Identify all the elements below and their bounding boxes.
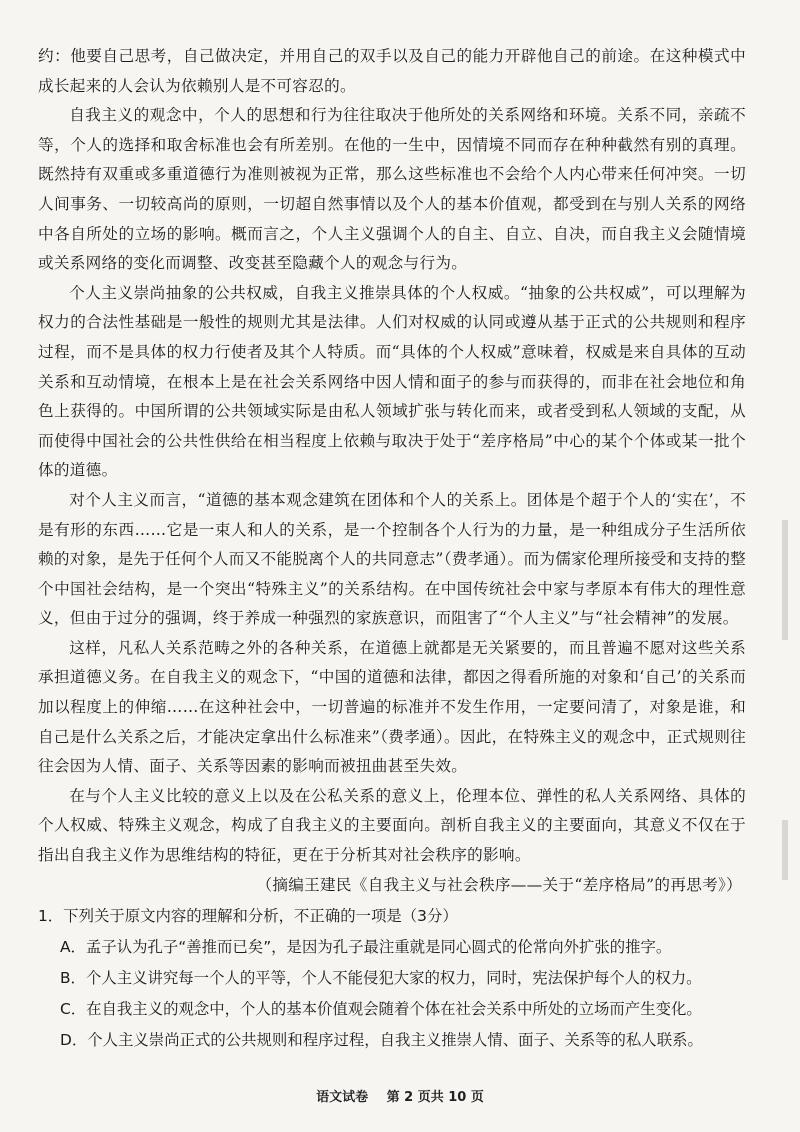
exam-page	[38, 42, 746, 1056]
option-a[interactable]: A．孟子认为孔子“善推而已矣”，是因为孔子最注重就是同心圆式的伦常向外扩张的推字。	[60, 938, 672, 957]
footer-subject: 语文试卷	[316, 1090, 369, 1105]
passage-paragraph-5: 这样，凡私人关系范畴之外的各种关系，在道德上就都是无关紧要的，而且普遍不愿对这些关系承担道德义务。在自我主义的观念下，“中国的道德和法律，都因之得看所施的对象和‘自己’的关系而加以程度上的伸缩……在这种社会中，一切普遍的标准并不发生作用，一定要问清了，对象是谁，和自己是什么关系之后，才能决定拿出什么标准来”（费孝通）。因此，在特殊主义的观念中，正式规则往往会因为人情、面子、关系等因素的影响而被扭曲甚至失效。	[38, 638, 746, 776]
passage-paragraph-1: 约：他要自己思考，自己做决定，并用自己的双手以及自己的能力开辟他自己的前途。在这种模式中成长起来的人会认为依赖别人是不可容忍的。	[38, 47, 746, 95]
option-b[interactable]: B．个人主义讲究每一个人的平等，个人不能侵犯大家的权力，同时，宪法保护每个人的权力。	[60, 969, 702, 988]
passage	[38, 42, 746, 900]
page-footer	[0, 1086, 800, 1105]
question-stem: 1．下列关于原文内容的理解和分析，不正确的一项是（3分）	[38, 907, 458, 926]
scan-edge-mark	[782, 520, 788, 640]
passage-source: （摘编王建民《自我主义与社会秩序——关于“差序格局”的再思考》）	[256, 875, 742, 894]
footer-page-number: 第 2 页共 10 页	[386, 1090, 484, 1105]
question-1	[38, 901, 746, 1056]
option-c[interactable]: C．在自我主义的观念中，个人的基本价值观会随着个体在社会关系中所处的立场而产生变化。	[60, 1000, 702, 1019]
passage-paragraph-4: 对个人主义而言，“道德的基本观念建筑在团体和个人的关系上。团体是个超于个人的‘实在’，不是有形的东西……它是一束人和人的关系，是一个控制各个人行为的力量，是一种组成分子生活所依赖的对象，是先于任何个人而又不能脱离个人的共同意志”（费孝通）。而为儒家伦理所接受和支持的整个中国社会结构，是一个突出“特殊主义”的关系结构。在中国传统社会中家与孝原本有伟大的理性意义，但由于过分的强调，终于养成一种强烈的家族意识，而阻害了“个人主义”与“社会精神”的发展。	[38, 490, 746, 628]
passage-paragraph-6: 在与个人主义比较的意义上以及在公私关系的意义上，伦理本位、弹性的私人关系网络、具体的个人权威、特殊主义观念，构成了自我主义的主要面向。剖析自我主义的主要面向，其意义不仅在于指出自我主义作为思维结构的特征，更在于分析其对社会秩序的影响。	[38, 786, 746, 865]
passage-paragraph-2: 自我主义的观念中，个人的思想和行为往往取决于他所处的关系网络和环境。关系不同，亲疏不等，个人的选择和取舍标准也会有所差别。在他的一生中，因情境不同而存在种种截然有别的真理。既然持有双重或多重道德行为准则被视为正常，那么这些标准也不会给个人内心带来任何冲突。一切人间事务、一切较高尚的原则，一切超自然事情以及个人的基本价值观，都受到在与别人关系的网络中各自所处的立场的影响。概而言之，个人主义强调个人的自主、自立、自决，而自我主义会随情境或关系网络的变化而调整、改变甚至隐藏个人的观念与行为。	[38, 106, 746, 273]
passage-paragraph-3: 个人主义崇尚抽象的公共权威，自我主义推崇具体的个人权威。“抽象的公共权威”，可以理解为权力的合法性基础是一般性的规则尤其是法律。人们对权威的认同或遵从基于正式的公共规则和程序过程，而不是具体的权力行使者及其个人特质。而“具体的个人权威”意味着，权威是来自具体的互动关系和互动情境，在根本上是在社会关系网络中因人情和面子的参与而获得的，而非在社会地位和角色上获得的。中国所谓的公共领域实际是由私人领域扩张与转化而来，或者受到私人领域的支配，从而使得中国社会的公共性供给在相当程度上依赖与取决于处于“差序格局”中心的某个个体或某一批个体的道德。	[38, 283, 746, 480]
scan-edge-mark	[782, 820, 788, 880]
option-d[interactable]: D．个人主义崇尚正式的公共规则和程序过程，自我主义推崇人情、面子、关系等的私人联系。	[60, 1031, 703, 1050]
